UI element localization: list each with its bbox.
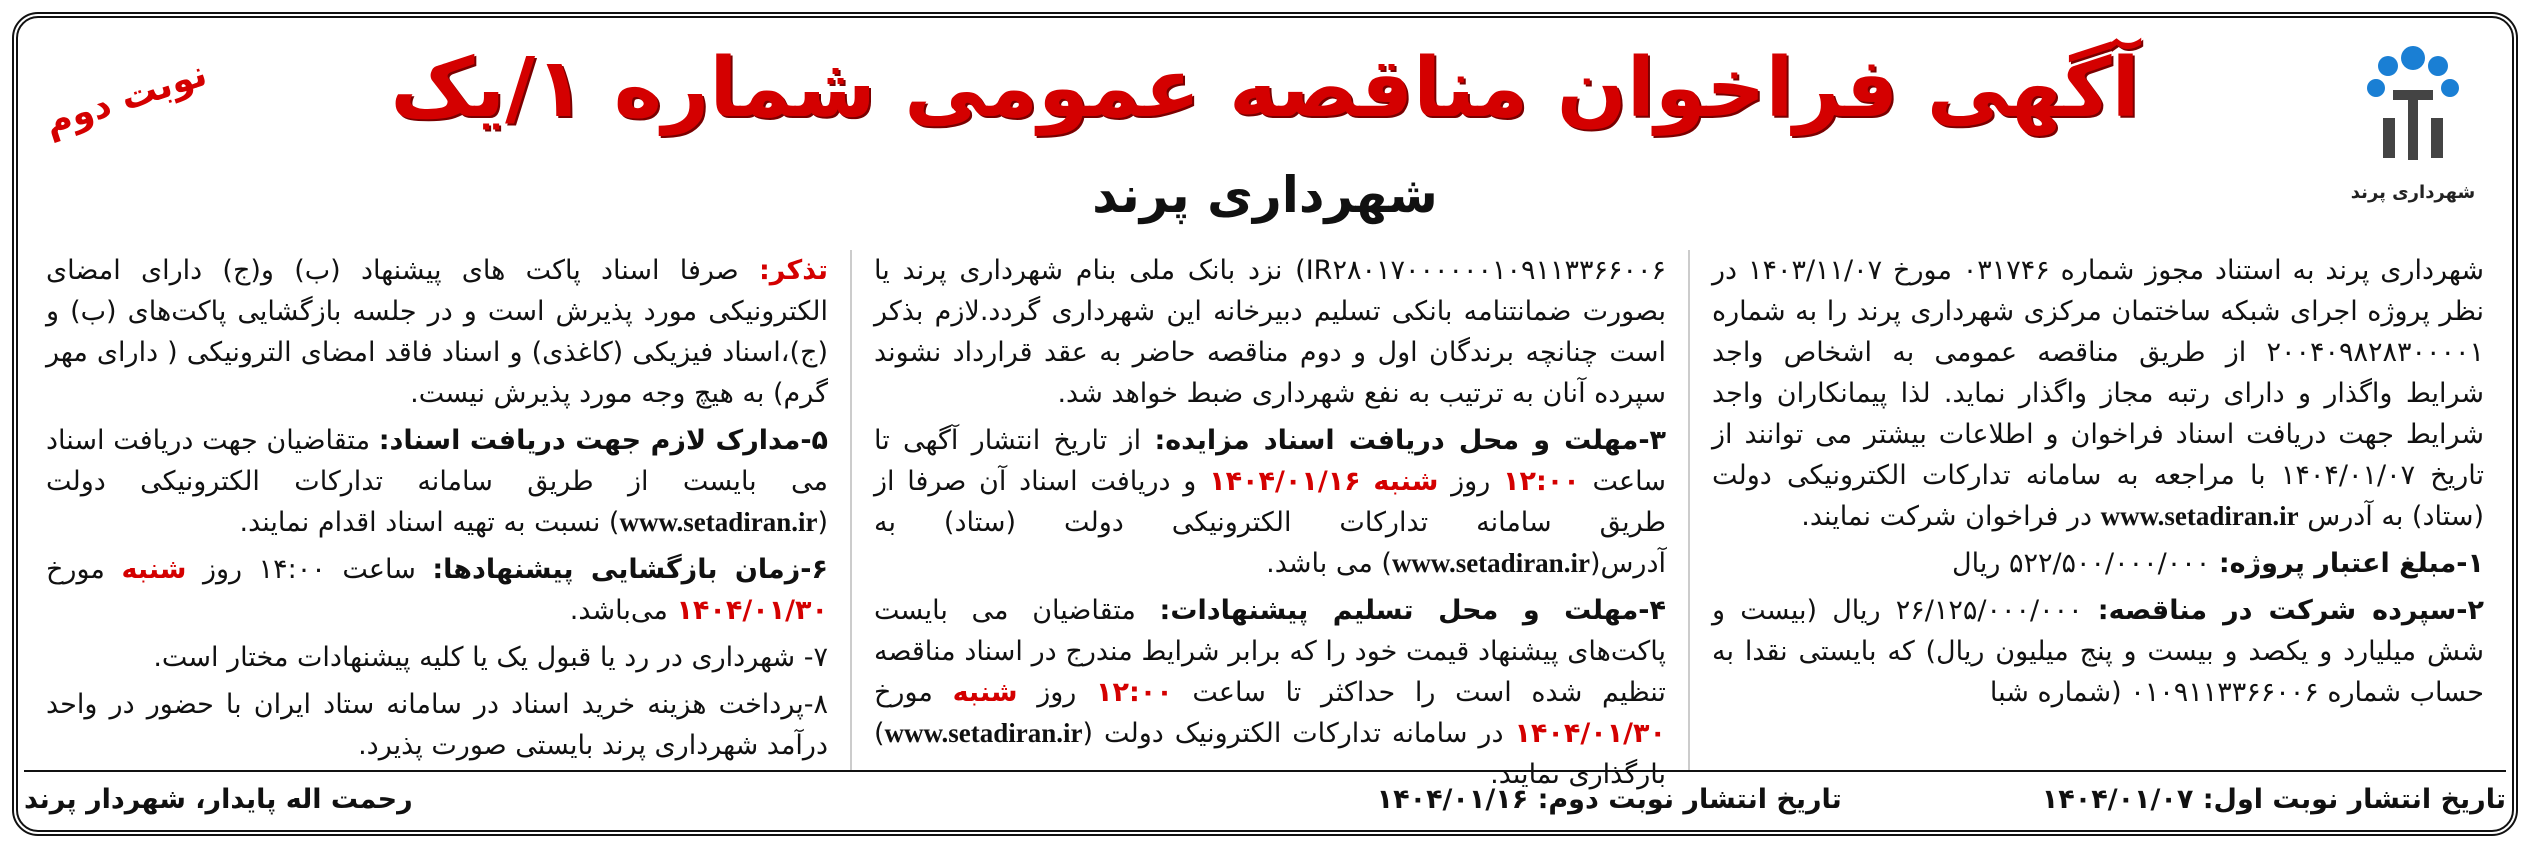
first-publish-date: تاریخ انتشار نوبت اول: ۱۴۰۴/۰۱/۰۷ [2041,783,2506,815]
item-6-date: ۱۴۰۴/۰۱/۳۰ [676,595,828,627]
note-label: تذکر: [758,255,828,286]
item-4-time: ۱۲:۰۰ [1096,677,1173,709]
item-6 [46,549,828,631]
intro-end: در فراخوان شرکت نمایند. [1801,501,2093,533]
item-2 [1712,590,2484,713]
item-1-label: ۱-مبلغ اعتبار پروژه: [2218,548,2484,580]
deposit-paragraph: IR۲۸۰۱۷۰۰۰۰۰۰۱۰۹۱۱۳۳۶۶۰۰۶) نزد بانک ملی بنام شهرداری پرند یا بصورت ضمانتنامه بانکی تسلیم دبیرخانه این شهرداری گردد.لازم بذکر است چنانچه برندگان اول و دوم مناقصه حاضر به عقد قرارداد نشوند سپرده آنان به ترتیب به نفع شهرداری ضبط خواهد شد. [874,255,1666,410]
item-4-text-c: در سامانه تدارکات الکترونیک دولت ( [1082,718,1504,750]
item-6-text-b: مورخ [46,554,105,586]
logo-caption: شهرداری پرند [2350,182,2476,203]
note-text: صرفا اسناد پاکت های پیشنهاد (ب) و(ج) دارای امضای الکترونیکی مورد پذیرش است و در جلسه بازگشایی پاکت‌های (ب) و (ج)،اسناد فیزیکی (کاغذی) و اسناد فاقد امضای الترونیکی ( دارای مهر گرم) به هیچ وجه مورد پذیرش نیست. [46,255,828,410]
item-6-text-c: می‌باشد. [569,595,668,627]
item-5-text-b: ) نسبت به تهیه اسناد اقدام نمایند. [239,507,620,539]
mayor-signature: رحمت اله پایدار، شهردار پرند [24,783,413,815]
column-middle [850,250,1690,791]
item-6-text-a: ساعت ۱۴:۰۰ روز [202,554,416,586]
notice-footer [24,770,2506,826]
intro-text: شهرداری پرند به استناد مجوز شماره ۰۳۱۷۴۶ مورخ ۱۴۰۳/۱۱/۰۷ در نظر پروژه اجرای شبکه ساختمان مرکزی شهرداری پرند را به شماره ۲۰۰۴۰۹۸۲۸۳۰۰۰۰۱ از طریق مناقصه عمومی به اشخاص واجد شرایط واگذار و دارای رتبه مجاز واگذار نماید. لذا پیمانکاران واجد شرایط جهت دریافت اسناد فراخوان و اطلاعات بیشتر می توانند از تاریخ ۱۴۰۴/۰۱/۰۷ با مراجعه به سامانه تدارکات الکترونیکی دولت (ستاد) به آدرس [1712,255,2484,533]
setad-url: www.setadiran.ir [1391,548,1590,579]
item-2-label: ۲-سپرده شرکت در مناقصه: [2097,595,2484,627]
notice-header [24,18,2506,250]
setad-url: www.setadiran.ir [2100,501,2299,532]
notice-subtitle: شهرداری پرند [1092,166,1438,224]
item-5-label: ۵-مدارک لازم جهت دریافت اسناد: [378,425,829,457]
item-3-day: شنبه [1373,466,1439,498]
item-4-label: ۴-مهلت و محل تسلیم پیشنهادات: [1159,595,1666,627]
column-left [24,250,850,772]
notice-body [24,250,2506,791]
item-1 [1712,543,2484,584]
column-right [1690,250,2506,772]
item-4-date: ۱۴۰۴/۰۱/۳۰ [1514,718,1666,750]
item-3-time: ۱۲:۰۰ [1503,466,1580,498]
publish-dates [1377,784,2506,815]
intro-paragraph [1712,250,2484,537]
item-1-value: ۵۲۲/۵۰۰/۰۰۰/۰۰۰ ریال [1951,548,2211,580]
item-2-text: ۲۶/۱۲۵/۰۰۰/۰۰۰ ریال (بیست و شش میلیارد و یکصد و بیست و پنج میلیون ریال) که بایستی نقدا به حساب شماره ۰۱۰۹۱۱۳۳۶۶۰۰۶ (شماره شبا [1712,595,2484,709]
item-7: ۷- شهرداری در رد یا قبول یک یا کلیه پیشنهادات مختار است. [153,642,828,674]
item-3 [874,420,1666,584]
item-4 [874,590,1666,795]
item-4-text-b: مورخ [874,677,933,709]
item-3-date: ۱۴۰۴/۰۱/۱۶ [1209,466,1361,498]
item-3-text-a: از تاریخ انتشار آگهی تا ساعت [874,425,1666,498]
item-4-text-a: متقاضیان می بایست پاکت‌های پیشنهاد قیمت خود را که برابر شرایط مندرج در اسناد مناقصه تنظیم شده است را حداکثر تا ساعت [874,595,1666,709]
setad-url: www.setadiran.ir [884,718,1083,749]
item-3-day-word: روز [1451,466,1491,498]
setad-url: www.setadiran.ir [619,507,818,538]
note-paragraph [46,250,828,414]
item-4-text-d: ) بارگذاری نمایند. [874,718,1666,791]
round-badge: نوبت دوم [39,53,212,144]
item-4-day-word: روز [1037,677,1077,709]
second-publish-date: تاریخ انتشار نوبت دوم: ۱۴۰۴/۰۱/۱۶ [1376,783,1842,815]
item-4-day: شنبه [952,677,1018,709]
item-8: ۸-پرداخت هزینه خرید اسناد در سامانه ستاد ایران با حضور در واحد درآمد شهرداری پرند بایستی صورت پذیرد. [46,689,828,762]
item-3-label: ۳-مهلت و محل دریافت اسناد مزایده: [1154,425,1667,457]
item-3-text-c: ) می باشد. [1266,548,1392,580]
item-6-day: شنبه [121,554,187,586]
notice-title: آگهی فراخوان مناقصه عمومی شماره ۱/یک [390,41,2140,136]
item-5-text-a: متقاضیان جهت دریافت اسناد می بایست از طریق سامانه تدارکات الکترونیکی دولت ( [46,425,828,539]
item-3-text-b: و دریافت اسناد آن صرفا از طریق سامانه تدارکات الکترونیکی دولت (ستاد) به آدرس( [874,466,1666,580]
item-6-label: ۶-زمان بازگشایی پیشنهادها: [432,554,828,586]
item-5 [46,420,828,543]
